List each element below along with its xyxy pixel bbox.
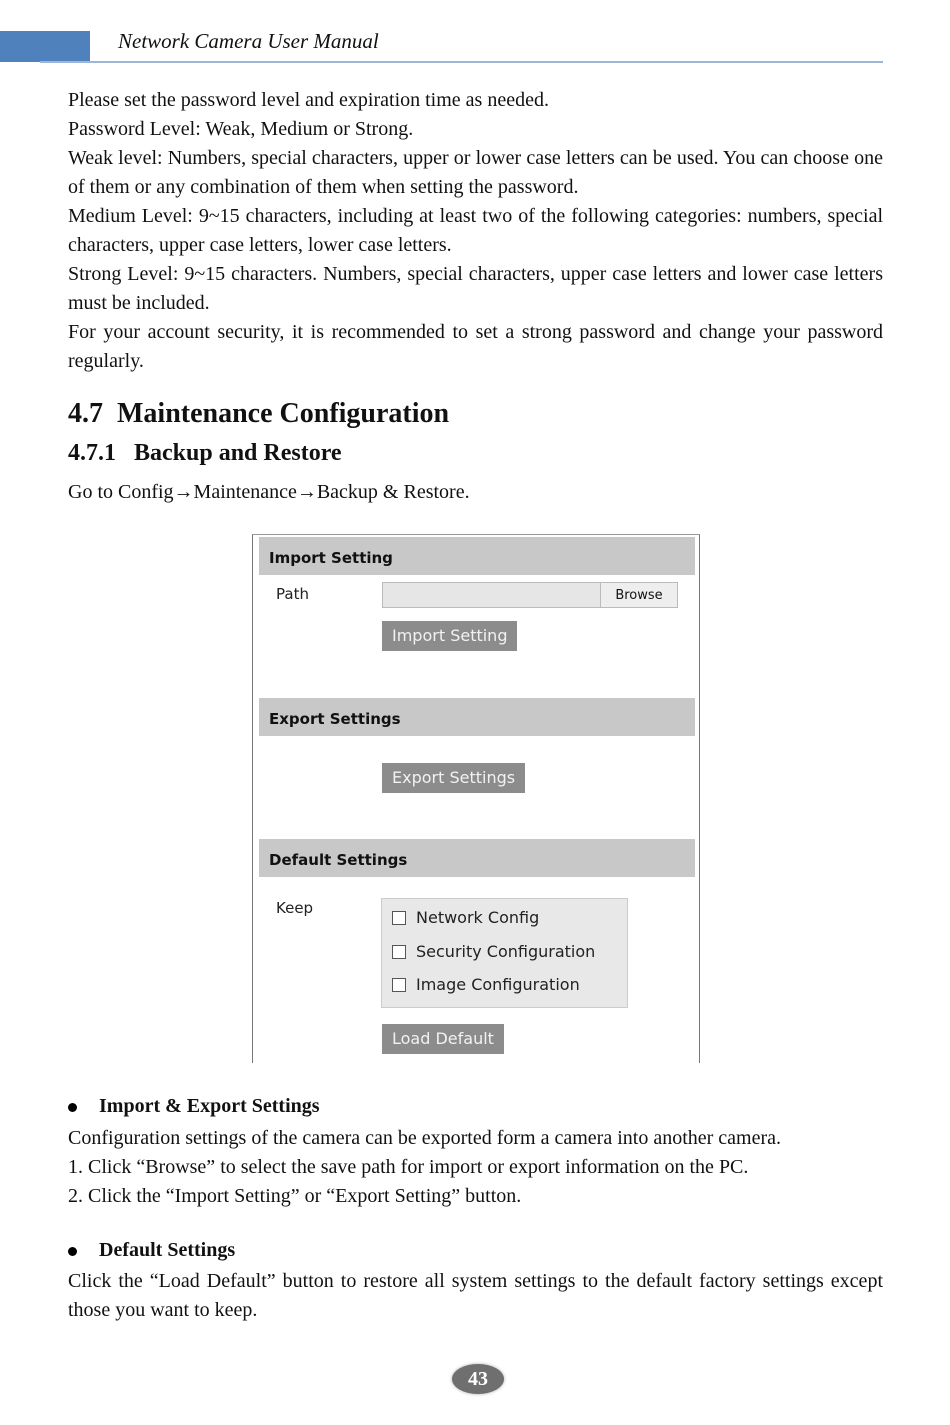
security-configuration-checkbox[interactable]: [392, 942, 595, 961]
paragraph: Weak level: Numbers, special characters, upper or lower case letters can be used. You can choose one of them or any combination of them when setting the password.: [68, 147, 883, 198]
browse-button[interactable]: Browse: [600, 582, 678, 608]
checkbox-label: Image Configuration: [416, 975, 580, 994]
checkbox-icon[interactable]: [392, 911, 406, 925]
checkbox-icon[interactable]: [392, 978, 406, 992]
paragraph: 1. Click “Browse” to select the save path for import or export information on the PC.: [68, 1156, 749, 1178]
checkbox-label: Security Configuration: [416, 942, 596, 961]
load-default-button[interactable]: Load Default: [382, 1024, 504, 1054]
section-heading: 4.7 Maintenance Configuration: [68, 398, 450, 429]
network-config-checkbox[interactable]: [392, 908, 539, 927]
paragraph: Configuration settings of the camera can be exported form a camera into another camera.: [68, 1127, 782, 1149]
paragraph: Medium Level: 9~15 characters, including at least two of the following categories: numbers, special characters, upper case letters, lower case letters.: [68, 205, 883, 256]
bullet-icon: [68, 1247, 77, 1256]
page-number: 43: [452, 1364, 504, 1394]
paragraph: 2. Click the “Import Setting” or “Export Setting” button.: [68, 1185, 522, 1207]
image-configuration-checkbox[interactable]: [392, 975, 580, 994]
bullet-heading: [68, 1239, 235, 1262]
bullet-body: [68, 1124, 883, 1211]
paragraph: Click the “Load Default” button to restore all system settings to the default factory settings except those you want to keep.: [68, 1270, 883, 1321]
import-section-header: Import Setting: [259, 537, 695, 575]
import-setting-button[interactable]: Import Setting: [382, 621, 517, 651]
header-title: Network Camera User Manual: [118, 29, 379, 53]
paragraph: Strong Level: 9~15 characters. Numbers, special characters, upper case letters and lower case letters must be included.: [68, 263, 883, 314]
checkbox-icon[interactable]: [392, 945, 406, 959]
intro-text: [68, 86, 883, 376]
path-label: Path: [276, 585, 309, 603]
path-input[interactable]: [382, 582, 602, 608]
checkbox-label: Network Config: [416, 908, 540, 927]
export-section-header: Export Settings: [259, 698, 695, 736]
header-accent-bar: [0, 31, 90, 62]
nav-path: Go to Config→Maintenance→Backup & Restore.: [68, 481, 470, 503]
paragraph: Password Level: Weak, Medium or Strong.: [68, 118, 414, 140]
header-rule: [40, 61, 883, 63]
backup-restore-screenshot: [252, 534, 700, 1063]
paragraph: Please set the password level and expiration time as needed.: [68, 89, 549, 111]
bullet-title: Default Settings: [99, 1239, 236, 1261]
bullet-heading: [68, 1095, 320, 1118]
bullet-body: [68, 1267, 883, 1325]
subsection-heading: 4.7.1 Backup and Restore: [68, 440, 342, 466]
keep-label: Keep: [276, 899, 314, 917]
bullet-title: Import & Export Settings: [99, 1095, 320, 1117]
bullet-icon: [68, 1103, 77, 1112]
paragraph: For your account security, it is recommended to set a strong password and change your password regularly.: [68, 321, 883, 372]
default-section-header: Default Settings: [259, 839, 695, 877]
export-settings-button[interactable]: Export Settings: [382, 763, 525, 793]
keep-options: [381, 898, 628, 1008]
